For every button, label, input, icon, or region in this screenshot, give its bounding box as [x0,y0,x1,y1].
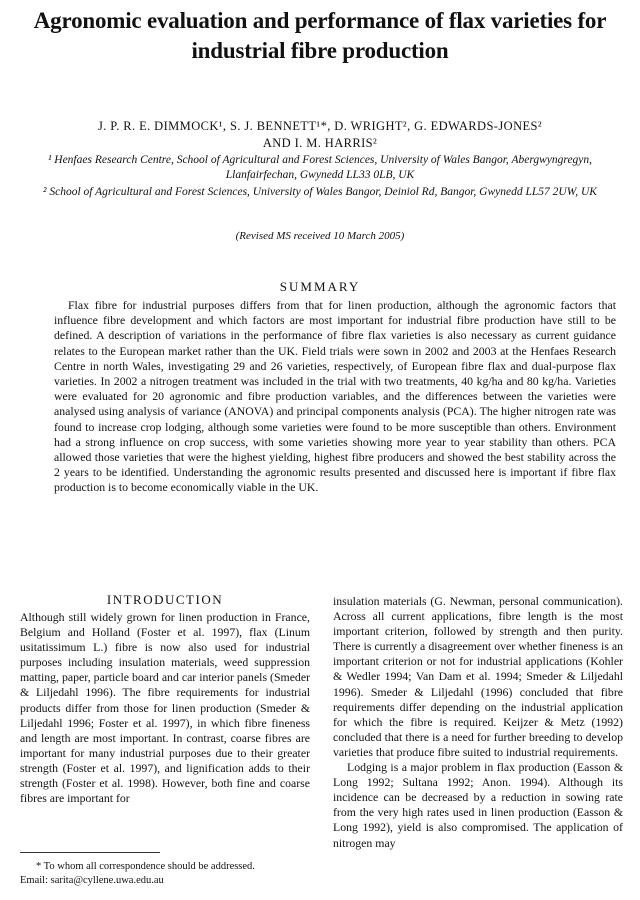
summary-text: Flax fibre for industrial purposes differs from that for linen production, although the agronomic factors that influence fibre development and which factors are most important for industrial fibre production have still to be defined. A description of variations in the performance of fibre flax varieties is also necessary as current guidance relates to the European market rather than the UK. Field trials were sown in 2002 and 2003 at the Henfaes Research Centre in north Wales, investigating 29 and 26 varieties, respectively, of European fibre flax and dual-purpose flax varieties. In 2002 a nitrogen treatment was included in the trial with two treatments, 40 kg/ha and 80 kg/ha. Varieties were evaluated for 20 agronomic and fibre production variables, and the differences between the varieties were analysed using analysis of variance (ANOVA) and principal components analysis (PCA). The higher nitrogen rate was found to increase crop lodging, although some varieties were found to be more susceptible than others. Environment had a strong influence on crop success, with some varieties showing more year to year stability than others. PCA allowed those varieties that were the highest yielding, highest fibre producers and showed the best stability across the 2 years to be identified. Understanding the agronomic results presented and discussed here is important if fibre flax production is to become economically viable in the UK. [54,298,616,495]
summary-heading: SUMMARY [279,279,361,294]
paper-title: Agronomic evaluation and performance of flax varieties for industrial fibre production [33,8,607,63]
right-column [333,594,623,851]
affiliation-2: ² School of Agricultural and Forest Sciences, University of Wales Bangor, Deiniol Rd, Bangor, Gwynedd LL57 2UW, UK [43,186,597,198]
intro-paragraph-right-1: insulation materials (G. Newman, personal communication). Across all current applications, fibre length is the most important criterion, followed by strength and then purity. There is currently a disagreement over whether fineness is an important criterion or not for industrial applications (Kohler & Wedler 1994; Van Dam et al. 1994; Smeder & Liljedahl 1996). Smeder & Liljedahl (1996) concluded that fibre requirements differ depending on the industrial application for which the fibre is required. Keijzer & Metz (1992) concluded that there is a need for further breeding to develop varieties that produce fibre suited to industrial requirements. [333,594,623,759]
intro-paragraph-right-2: Lodging is a major problem in flax production (Easson & Long 1992; Sultana 1992; Anon. 1994). Although its incidence can be decreased by a reduction in sowing rate from the very high rates used in linen production (Easson & Long 1992), yield is also compromised. The application of nitrogen may [333,760,623,850]
authors-line-1: J. P. R. E. DIMMOCK¹, S. J. BENNETT¹*, D. WRIGHT², G. EDWARDS-JONES² [97,119,543,133]
footnote-rule [20,852,160,853]
authors-line-2: AND I. M. HARRIS² [262,136,378,150]
left-column [20,610,310,806]
affiliations [30,153,610,202]
introduction-heading: INTRODUCTION [106,592,224,607]
revision-date: (Revised MS received 10 March 2005) [235,230,405,242]
intro-paragraph-left: Although still widely grown for linen production in France, Belgium and Holland (Foster et al. 1997), flax (Linum usitatissimum L.) fibre is now also used for industrial purposes including insulation materials, weed suppression matting, paper, particle board and car interior panels (Smeder & Liljedahl 1996). The fibre requirements for industrial products differ from those for linen production (Smeder & Liljedahl 1996; Foster et al. 1997), in which fibre fineness and length are most important. In contrast, coarse fibres are important for many industrial purposes due to their greater strength (Foster et al. 1997), and lignification adds to their strength (Foster et al. 1998). However, both fine and coarse fibres are important for [20,610,310,806]
footnote-email: Email: sarita@cyllene.uwa.edu.au [20,875,164,886]
author-list [20,118,620,152]
affiliation-1: ¹ Henfaes Research Centre, School of Agricultural and Forest Sciences, University of Wales Bangor, Abergwyngregyn, Llanfairfechan, Gwynedd LL33 0LB, UK [47,154,593,181]
footnote-correspondence: * To whom all correspondence should be addressed. [36,861,255,872]
footnote [20,860,315,888]
